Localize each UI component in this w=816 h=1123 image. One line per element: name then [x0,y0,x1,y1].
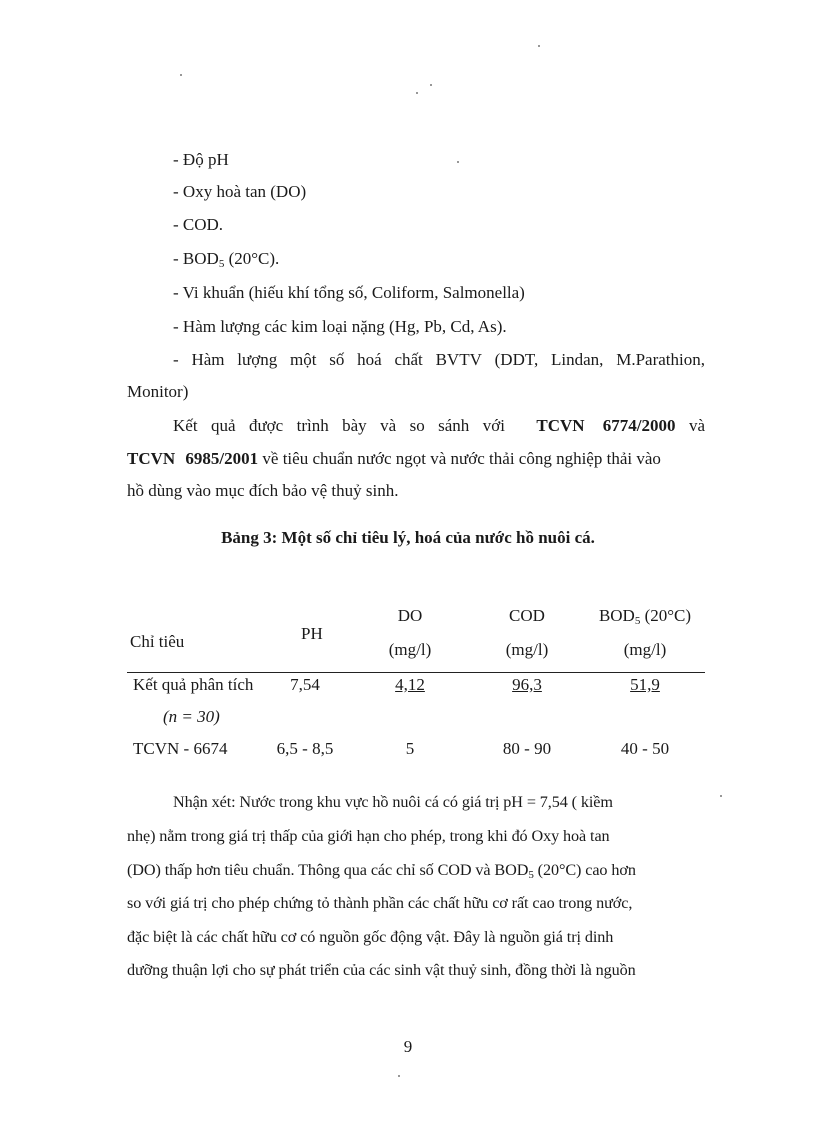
result-para-line3: hồ dùng vào mục đích bảo vệ thuỷ sinh. [127,481,399,500]
remark-line-6: dưỡng thuận lợi cho sự phát triển của các sinh vật thuỷ sinh, đồng thời là nguồn [127,961,636,979]
scan-speck [538,45,540,47]
scan-speck [430,84,432,86]
page-number: 9 [403,1037,413,1056]
row-label: Kết quả phân tích [133,675,254,694]
result-para-line2: TCVN 6985/2001 về tiêu chuẩn nước ngọt và nước thải công nghiệp thải vào [127,449,661,468]
cell-ph: 6,5 - 8,5 [276,739,334,758]
table-header-rule [127,672,705,673]
bullet-bacteria: - Vi khuẩn (hiếu khí tổng số, Coliform, Salmonella) [173,283,525,302]
row-note: (n = 30) [163,707,220,726]
table-caption: Bảng 3: Một số chỉ tiêu lý, hoá của nước hồ nuôi cá. [221,528,595,547]
header-bod: $BOD_5$ (20°C) [598,606,692,627]
remark-line-1: Nhận xét: Nước trong khu vực hồ nuôi cá có giá trị pH = 7,54 ( kiềm [173,793,613,811]
scan-speck [416,92,418,94]
cell-cod: 96,3 [512,675,542,694]
bullet-bod: - $BOD_5$ (20°C). [173,249,280,270]
row-label: TCVN - 6674 [133,739,228,758]
bullet-pesticides: - Hàm lượng một số hoá chất BVTV (DDT, Lindan, M.Parathion, [173,350,705,369]
remark-line-3: (DO) thấp hơn tiêu chuẩn. Thông qua các chỉ số COD và $BOD_5$ (20°C) cao hơn [127,861,636,881]
bullet-do: - Oxy hoà tan (DO) [173,182,307,201]
header-criteria: Chỉ tiêu [130,632,185,651]
standard-tcvn-6985: TCVN 6985/2001 [127,449,259,468]
scan-speck [180,74,182,76]
cell-bod: 51,9 [630,675,660,694]
header-do: DO [397,606,423,625]
scan-speck [398,1075,400,1077]
scan-speck [457,161,459,163]
bullet-cod: - COD. [173,215,224,234]
header-bod-unit: (mg/l) [623,640,667,659]
remark-line-4: so với giá trị cho phép chứng tỏ thành phần các chất hữu cơ rất cao trong nước, [127,894,633,912]
cell-do: 4,12 [395,675,425,694]
bullet-heavy-metals: - Hàm lượng các kim loại nặng (Hg, Pb, Cd, As). [173,317,507,336]
header-ph: PH [301,624,323,643]
bullet-ph: - Độ pH [173,150,229,169]
cell-ph: 7,54 [290,675,320,694]
bullet-pesticides-tail: Monitor) [127,382,189,401]
result-para-line1: Kết quả được trình bày và so sánh với TCVN 6774/2000 và [173,416,705,435]
remark-line-2: nhẹ) nằm trong giá trị thấp của giới hạn cho phép, trong khi đó Oxy hoà tan [127,827,610,845]
remark-line-5: đặc biệt là các chất hữu cơ có nguồn gốc động vật. Đây là nguồn giá trị dinh [127,928,614,946]
cell-do: 5 [405,739,415,758]
standard-tcvn-6774: TCVN 6774/2000 [536,416,676,435]
cell-bod: 40 - 50 [620,739,670,758]
scan-speck [720,795,722,797]
cell-cod: 80 - 90 [502,739,552,758]
header-do-unit: (mg/l) [388,640,432,659]
header-cod-unit: (mg/l) [505,640,549,659]
header-cod: COD [509,606,545,625]
